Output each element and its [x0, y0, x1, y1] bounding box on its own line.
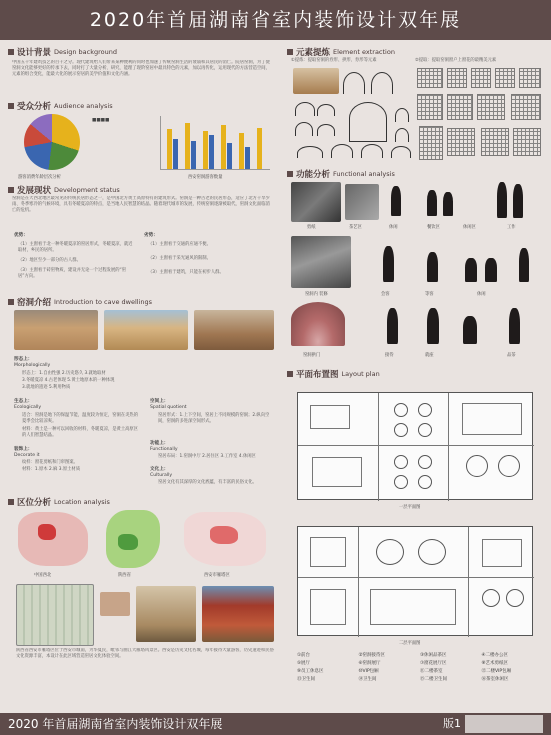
deco-title: 装饰上：: [14, 447, 33, 452]
window-lattice-pattern: [519, 68, 541, 88]
age-pie-chart: [24, 114, 80, 170]
person-silhouette: [463, 316, 477, 344]
eco-item: 适合：窑洞是地下的保温节能，温度较为恒定，窑洞在炎热的夏季会比较凉爽。: [22, 413, 139, 425]
form-item: 3.冬暖夏凉 4.古老体现 5.黄土地原本的一种体现: [22, 378, 115, 383]
legend-item: ⑦窗花展厅区: [420, 661, 447, 666]
arch-curve-icon: [391, 146, 411, 158]
legend-item: ⑧艺术剪纸区: [481, 661, 509, 666]
section-marker-icon: [8, 299, 14, 305]
site-aerial-map: [16, 584, 94, 646]
bar-caption: 西安窑洞游客数量: [188, 175, 223, 180]
legend-item: ⑥窑洞展厅: [358, 661, 381, 666]
function-label: 会客: [381, 292, 390, 297]
arch-curve-icon: [395, 108, 409, 122]
bar: [257, 128, 262, 169]
disadvantage-2: （2）主窗看于采光通风的限制。: [148, 256, 211, 261]
culture-item: 窑居文化有其深厚的文化底蕴，有丰富的民俗文化。: [158, 480, 257, 485]
map-caption-3: 西安市雁塔区: [204, 573, 230, 578]
arch-curve-icon: [297, 146, 323, 158]
map-caption-1: 中国西北: [34, 573, 52, 578]
window-lattice-pattern: [447, 94, 473, 120]
furniture-block: [310, 537, 346, 567]
region-highlight: [38, 524, 56, 540]
bar: [221, 125, 226, 169]
table-icon: [394, 403, 408, 417]
plan-2-caption: 二层平面图: [399, 641, 421, 646]
function-label: 休闲区: [463, 225, 476, 230]
background-text: 中国五千年建筑技艺的百千之分。现代建筑给人们带来某种便利的同时也加速了传统窑洞生活的衰弱和其居民的消亡。院居窑洞，为了使窑洞文化能够更好的传承下去，同时打了大量分析、研究，能理了现阶窑居中最具特色的元素，加以再传化，运用现代的方法营造空间，元素的组合变化，能最大化的展示窑居的美学价值和文化内涵。: [12, 60, 270, 78]
legend-item: ⑮二楼卫生间: [420, 677, 447, 682]
func-sub: Functionally: [150, 447, 178, 452]
legend-item: ⑨员工休息区: [297, 669, 324, 674]
element-caption-2: ②提取：提取窑洞窗户上窗花的最精美元素: [415, 58, 497, 63]
furniture-block: [312, 457, 362, 487]
window-lattice-pattern: [419, 126, 443, 160]
table-icon: [418, 539, 446, 565]
bar: [191, 141, 196, 169]
table-icon: [498, 455, 520, 477]
legend-item: ⑩VIP包厢: [358, 669, 379, 674]
form-item: 形态上：1.自由性强 2.历史悠久 3.就地取材: [22, 371, 106, 376]
site-photo-pagoda: [136, 586, 196, 642]
tea-table-drawing: [345, 184, 379, 220]
form-item: 3.就地的遗迹 5.利用物质: [22, 385, 71, 390]
legend-item: ⑫二楼VIP包厢: [481, 669, 512, 674]
arch-curve-icon: [361, 144, 383, 158]
disadvantage-title: 劣势：: [144, 233, 158, 238]
section-layout-plan: 平面布置图 Layout plan: [287, 368, 380, 380]
function-label: 茶艺区: [349, 225, 362, 230]
space-title: 空间上：: [150, 399, 169, 404]
bar: [173, 139, 178, 169]
table-icon: [418, 423, 432, 437]
cave-photo-1: [14, 310, 98, 350]
function-label: 窑洞拱门: [303, 353, 321, 358]
furniture-block: [310, 589, 346, 625]
table-icon: [418, 455, 432, 469]
person-silhouette: [497, 182, 507, 218]
person-silhouette: [427, 308, 439, 344]
person-silhouette: [427, 190, 437, 216]
legend-item: ②窑洞接待区: [358, 653, 386, 658]
arch-outline-icon: [371, 72, 393, 94]
paper-cut-drawing: [291, 182, 341, 222]
table-icon: [394, 455, 408, 469]
arch-curve-icon: [295, 122, 313, 136]
bar: [227, 143, 232, 169]
disadvantage-3: （3）主窗看于建筑，只能在初步人群。: [148, 270, 224, 275]
culture-sub: Culturally: [150, 473, 173, 478]
poster-title: 2020年首届湖南省室内装饰设计双年展: [89, 9, 462, 31]
window-lattice-pattern: [477, 94, 505, 120]
window-lattice-pattern: [471, 68, 491, 88]
legend-item: ⑬卫生间: [297, 677, 315, 682]
function-label: 休闲: [389, 225, 398, 230]
window-lattice-pattern: [481, 128, 509, 156]
arch-window-drawing: [349, 102, 387, 142]
table-icon: [418, 403, 432, 417]
person-silhouette: [485, 258, 497, 282]
status-text: 窑洞是在大西北地区最常见的传统民居形态之一，是中国北方黄土高原特有的建筑形式。窑洞是一种古老的民居形态，适应了北方干旱少雨、冬季寒冷的气候环境，具有冬暖夏凉的特点，是当地人民智慧的结晶。随着现代城市的发展，传统窑洞逐渐被取代，窑洞文化面临消亡的危机。: [12, 196, 270, 214]
info-stamp: [465, 715, 543, 733]
function-label: 餐饮区: [427, 225, 440, 230]
section-marker-icon: [8, 49, 14, 55]
poster-title-banner: [0, 0, 551, 40]
legend-item: ⑭卫生间: [358, 677, 377, 682]
function-label: 品茶: [507, 353, 516, 358]
function-label: 工作: [507, 225, 516, 230]
bar: [167, 129, 172, 169]
space-item: 窑居形式：1.上下空间，窑居上不同规模的窑洞；2.纵向空间，窑洞的多进深空间形式。: [158, 413, 270, 425]
window-lattice-pattern: [447, 128, 475, 156]
section-marker-icon: [8, 187, 14, 193]
function-label: 剪纸: [307, 225, 316, 230]
arch-outline-icon: [343, 72, 365, 94]
arch-curve-icon: [317, 104, 335, 116]
arch-curve-icon: [317, 124, 335, 136]
function-label: 就座: [425, 353, 434, 358]
bar: [239, 133, 244, 169]
legend-item: ⑪二楼茶室: [420, 669, 443, 674]
yanta-highlight: [210, 526, 238, 544]
plan-1-caption: 一层平面图: [399, 505, 421, 510]
bar: [209, 135, 214, 169]
window-lattice-pattern: [417, 94, 443, 120]
section-functional-analysis: 功能分析 Functional analysis: [287, 168, 395, 180]
eco-item: 材料：黄土是一种可以回收的材料，冬暖夏凉，是黄土高原区的人们智慧结晶。: [22, 427, 139, 439]
advantage-1: （1）主窗看于北一种冬暖夏凉的窑居形式，冬暖夏凉，就近取材，乡民的居所。: [18, 242, 133, 254]
window-lattice-pattern: [447, 68, 467, 88]
section-marker-icon: [8, 499, 14, 505]
furniture-block: [462, 403, 522, 435]
legend-item: ④二楼办公区: [481, 653, 509, 658]
bar: [203, 131, 208, 169]
legend-item: ⑤展厅: [297, 661, 311, 666]
furniture-block: [310, 405, 350, 429]
bar: [245, 147, 250, 169]
floor-plan-1: [297, 392, 533, 500]
section-marker-icon: [287, 49, 293, 55]
furniture-block: [370, 589, 456, 625]
footer-title: 2020 年首届湖南省室内装饰设计双年展: [8, 717, 223, 731]
person-silhouette: [387, 308, 398, 344]
cave-interior-3d: [291, 236, 351, 288]
cave-photo-3: [194, 310, 274, 350]
person-silhouette: [513, 184, 523, 218]
advantage-2: （2）地区至少一部分的古人群。: [18, 258, 81, 263]
arch-curve-icon: [295, 102, 315, 116]
site-photo-temple: [202, 586, 274, 642]
cave-photo-2: [104, 310, 188, 350]
version-label: 版1: [443, 717, 461, 730]
window-lattice-pattern: [511, 94, 541, 120]
section-marker-icon: [287, 171, 293, 177]
table-icon: [482, 589, 500, 607]
cave-facade-photo: [293, 68, 339, 94]
deco-sub: Decorate it: [14, 453, 40, 458]
legend-item: ①前台: [297, 653, 311, 658]
deco-item: 纹样：窗花剪纸和门帘图案。: [22, 460, 78, 465]
section-design-background: 设计背景 Design background: [8, 46, 117, 58]
disadvantage-1: （1）主窗看于交通的应通不便。: [148, 242, 211, 247]
cave-archway-drawing: [291, 302, 345, 346]
bar: [185, 123, 190, 169]
person-silhouette: [509, 308, 520, 344]
function-label: 窑洞内 装修: [305, 292, 328, 297]
map-caption-2: 陕西省: [118, 573, 131, 578]
visitor-bar-chart: [160, 116, 270, 170]
table-icon: [394, 475, 408, 489]
person-silhouette: [391, 186, 401, 216]
section-audience-analysis: 受众分析 Audience analysis: [8, 100, 113, 112]
table-icon: [376, 539, 404, 565]
form-sub: Morphologically: [14, 363, 51, 368]
table-icon: [418, 475, 432, 489]
eco-title: 生态上：: [14, 399, 33, 404]
section-development-status: 发展现状 Development status: [8, 184, 120, 196]
advantage-title: 优势：: [14, 233, 28, 238]
window-lattice-pattern: [417, 68, 443, 88]
poster-footer: [0, 713, 551, 735]
person-silhouette: [427, 252, 438, 282]
section-location-analysis: 区位分析 Location analysis: [8, 496, 110, 508]
person-silhouette: [465, 258, 477, 282]
plan-legend: [297, 652, 537, 682]
section-cave-introduction: 窑洞介绍 Introduction to cave dwellings: [8, 296, 152, 308]
arch-curve-icon: [395, 128, 409, 142]
legend-item: ⑯茶室休闲区: [481, 677, 509, 682]
function-label: 休闲: [477, 292, 486, 297]
form-title: 形态上：: [14, 357, 33, 362]
pie-caption: 游客消费年龄层次分析: [18, 175, 61, 180]
eco-sub: Ecologically: [14, 405, 42, 410]
floor-plan-2: [297, 526, 533, 636]
section-marker-icon: [8, 103, 14, 109]
table-icon: [506, 589, 524, 607]
table-icon: [394, 423, 408, 437]
section-element-extraction: 元素提炼 Element extraction: [287, 46, 395, 58]
xian-highlight: [118, 534, 138, 550]
section-marker-icon: [287, 371, 293, 377]
table-icon: [466, 455, 488, 477]
person-silhouette: [383, 246, 394, 282]
furniture-block: [482, 539, 522, 567]
advantage-3: （3）主窗看于砖窑物质，建设并无论一个过程发展的“窑居”方向。: [18, 268, 127, 280]
deco-item: 材料：1.原木 2.麻 3.原土材质: [22, 467, 80, 472]
site-photo-small: [100, 592, 130, 616]
window-lattice-pattern: [495, 68, 515, 88]
legend-item: ③休闲品茶区: [420, 653, 447, 658]
func-item: 窑居布局：1.窑洞中厅 2.居住区 3.工作室 4.休闲区: [158, 454, 256, 459]
func-title: 功能上：: [150, 441, 169, 446]
person-silhouette: [519, 248, 529, 282]
pie-legend: ■■■■: [92, 118, 110, 123]
location-text: 陕西省西安市雁塔区位于西安市城南，为华夏民，毗邻与曲江大雁塔风景区。西安是历史文化名城，每年接待大量游客，历史遗迹和民俗文化资源丰富，本设计在此区域营造窑居文化体验空间。: [16, 648, 274, 660]
element-caption-1: ①提炼：提取窑洞的券形、拱形、券形等元素: [291, 58, 377, 63]
person-silhouette: [443, 192, 453, 216]
space-sub: Spatial quotient: [150, 405, 187, 410]
arch-curve-icon: [331, 144, 353, 158]
function-label: 接待: [385, 353, 394, 358]
culture-title: 文化上：: [150, 467, 169, 472]
function-label: 等客: [425, 292, 434, 297]
window-lattice-pattern: [513, 128, 541, 156]
